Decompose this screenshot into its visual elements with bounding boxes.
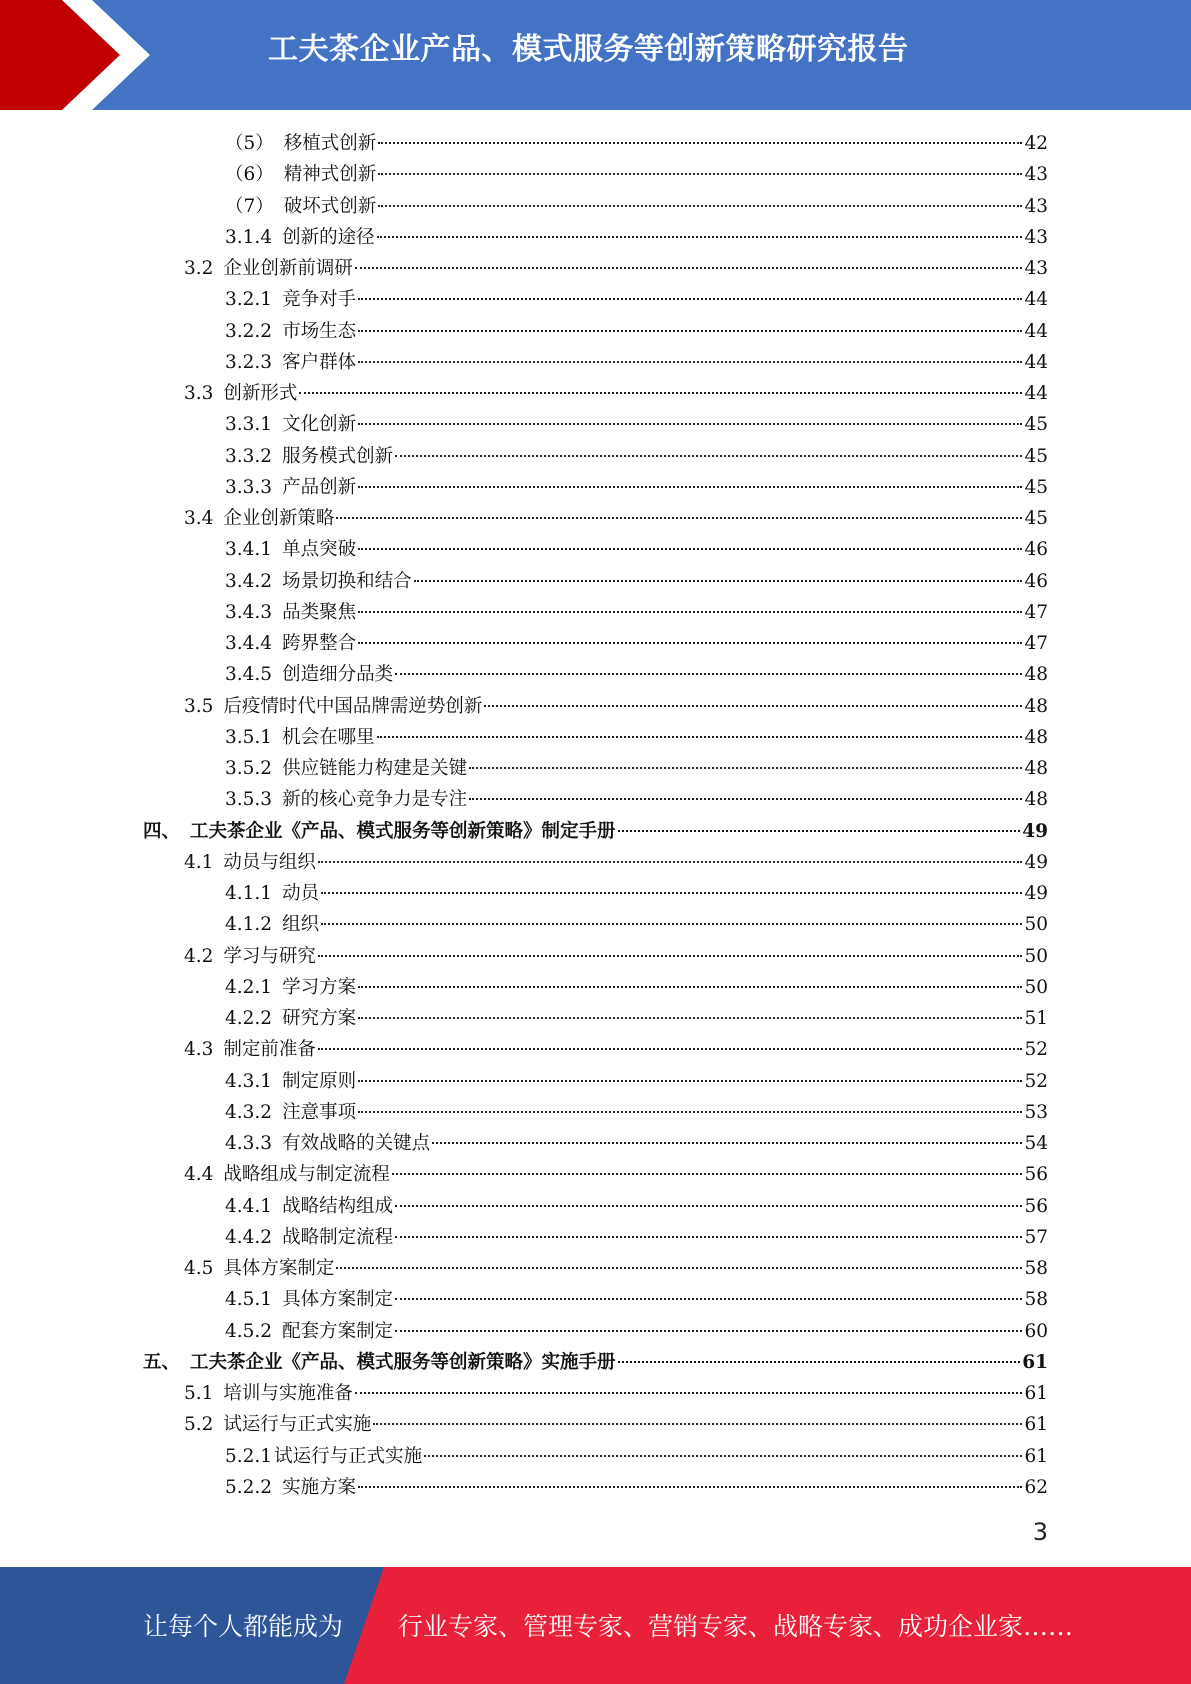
toc-entry-number: 3.2.3 bbox=[225, 351, 273, 373]
toc-entry-number: （7） bbox=[225, 195, 274, 217]
toc-entry-number: 4.4.1 bbox=[225, 1195, 273, 1217]
toc-entry-number: 4.3 bbox=[184, 1039, 214, 1061]
footer-slogan-right: 行业专家、管理专家、营销专家、战略专家、成功企业家…… bbox=[398, 1612, 1074, 1641]
toc-entry-title: 客户群体 bbox=[282, 351, 357, 373]
toc-entry-title: 移植式创新 bbox=[283, 133, 377, 154]
toc-dot-leader bbox=[395, 1205, 1022, 1207]
toc-entry[interactable] bbox=[0, 1003, 1048, 1034]
footer-slogan-left: 让每个人都能成为 bbox=[143, 1612, 344, 1641]
toc-dot-leader bbox=[392, 1173, 1023, 1175]
page-footer bbox=[0, 1567, 1191, 1684]
toc-dot-leader bbox=[377, 236, 1023, 238]
toc-entry-page: 46 bbox=[1024, 570, 1048, 592]
toc-entry-title: 企业创新策略 bbox=[223, 508, 335, 529]
toc-entry-page: 56 bbox=[1024, 1195, 1048, 1217]
toc-entry-page: 50 bbox=[1024, 945, 1048, 967]
toc-entry-number: 四、 bbox=[143, 820, 181, 842]
toc-entry[interactable] bbox=[0, 691, 1048, 722]
toc-entry-title: 制定前准备 bbox=[223, 1039, 316, 1061]
toc-dot-leader bbox=[358, 548, 1022, 550]
toc-entry-title: 创造细分品类 bbox=[282, 664, 394, 686]
toc-entry[interactable] bbox=[0, 1128, 1048, 1159]
toc-dot-leader bbox=[378, 142, 1022, 144]
toc-entry-title: 创新的途径 bbox=[282, 226, 375, 248]
toc-entry-page: 62 bbox=[1024, 1476, 1048, 1498]
toc-entry-title: 具体方案制定 bbox=[223, 1258, 335, 1279]
toc-dot-leader bbox=[358, 986, 1022, 988]
toc-entry[interactable] bbox=[0, 378, 1048, 409]
toc-entry-title: 产品创新 bbox=[282, 476, 357, 498]
toc-dot-leader bbox=[336, 517, 1022, 519]
toc-entry-title: 市场生态 bbox=[282, 320, 357, 342]
toc-entry-number: 3.5 bbox=[184, 695, 214, 717]
toc-entry-number: （5） bbox=[225, 133, 274, 154]
toc-entry-number: 4.1.2 bbox=[225, 914, 273, 936]
toc-entry[interactable] bbox=[0, 347, 1048, 378]
toc-entry-page: 45 bbox=[1024, 414, 1048, 436]
toc-entry-title: 配套方案制定 bbox=[282, 1320, 394, 1342]
toc-dot-leader bbox=[378, 205, 1022, 207]
toc-entry[interactable] bbox=[0, 1316, 1048, 1347]
toc-dot-leader bbox=[373, 1423, 1022, 1425]
toc-entry-page: 52 bbox=[1024, 1070, 1048, 1092]
toc-entry[interactable] bbox=[0, 1253, 1048, 1284]
toc-entry-number: 3.2.2 bbox=[225, 320, 273, 342]
toc-entry-page: 45 bbox=[1024, 445, 1048, 467]
toc-entry-title: 企业创新前调研 bbox=[223, 258, 353, 279]
toc-entry-number: 3.4.5 bbox=[225, 664, 273, 686]
toc-entry[interactable] bbox=[0, 409, 1048, 440]
toc-entry-page: 43 bbox=[1024, 258, 1048, 279]
toc-entry-number: 5.2.2 bbox=[225, 1476, 273, 1498]
toc-entry-number: 4.5.2 bbox=[225, 1320, 273, 1342]
toc-entry-number: 3.4 bbox=[184, 508, 214, 529]
toc-entry-number: 4.4.2 bbox=[225, 1226, 273, 1248]
toc-entry[interactable] bbox=[0, 941, 1048, 972]
toc-entry-page: 54 bbox=[1024, 1133, 1048, 1154]
toc-entry-title: 注意事项 bbox=[282, 1101, 357, 1123]
toc-entry-title: 动员与组织 bbox=[223, 851, 316, 873]
toc-entry-number: 3.4.1 bbox=[225, 539, 273, 561]
toc-dot-leader bbox=[377, 736, 1023, 738]
toc-entry-page: 43 bbox=[1024, 226, 1048, 248]
toc-entry-title: 学习与研究 bbox=[223, 945, 316, 967]
toc-dot-leader bbox=[358, 1017, 1022, 1019]
toc-dot-leader bbox=[355, 267, 1023, 269]
toc-entry[interactable] bbox=[0, 472, 1048, 503]
toc-entry[interactable] bbox=[0, 597, 1048, 628]
toc-entry-title: 品类聚焦 bbox=[282, 601, 357, 623]
toc-dot-leader bbox=[432, 1142, 1022, 1144]
toc-entry-title: 供应链能力构建是关键 bbox=[282, 758, 468, 779]
toc-entry-page: 46 bbox=[1024, 539, 1048, 561]
toc-entry-page: 42 bbox=[1024, 133, 1048, 154]
toc-entry[interactable] bbox=[0, 316, 1048, 347]
toc-entry-title: 战略结构组成 bbox=[282, 1195, 394, 1217]
page-number: 3 bbox=[1032, 1518, 1048, 1546]
toc-entry-page: 48 bbox=[1024, 789, 1048, 811]
toc-entry-number: 4.1 bbox=[184, 851, 214, 873]
toc-entry-number: 3.3 bbox=[184, 383, 214, 404]
toc-entry[interactable] bbox=[0, 1159, 1048, 1190]
toc-entry-title: 破坏式创新 bbox=[283, 195, 377, 217]
toc-entry-page: 47 bbox=[1024, 633, 1048, 654]
toc-dot-leader bbox=[321, 923, 1022, 925]
toc-entry-page: 45 bbox=[1024, 508, 1048, 529]
toc-entry-number: 4.4 bbox=[184, 1164, 214, 1186]
toc-entry-number: 4.5.1 bbox=[225, 1289, 273, 1311]
toc-entry[interactable] bbox=[0, 1409, 1048, 1440]
toc-entry-number: 3.4.2 bbox=[225, 570, 273, 592]
toc-entry-page: 44 bbox=[1024, 320, 1048, 342]
toc-entry-title: 试运行与正式实施 bbox=[274, 1445, 423, 1467]
toc-entry-number: 5.2 bbox=[184, 1414, 214, 1436]
toc-entry[interactable] bbox=[0, 784, 1048, 815]
toc-entry-number: 4.2 bbox=[184, 945, 214, 967]
toc-entry-title: 学习方案 bbox=[282, 976, 357, 998]
toc-entry-title: 创新形式 bbox=[223, 383, 298, 404]
toc-entry[interactable] bbox=[0, 1097, 1048, 1128]
toc-entry-title: 有效战略的关键点 bbox=[282, 1133, 431, 1154]
toc-entry-page: 49 bbox=[1022, 820, 1048, 842]
toc-entry-page: 52 bbox=[1024, 1039, 1048, 1061]
toc-entry[interactable] bbox=[0, 816, 1048, 847]
toc-entry-number: 3.3.2 bbox=[225, 445, 273, 467]
toc-entry[interactable] bbox=[0, 847, 1048, 878]
toc-entry-number: 3.4.4 bbox=[225, 633, 273, 654]
toc-dot-leader bbox=[358, 642, 1022, 644]
toc-entry-number: 3.3.3 bbox=[225, 476, 273, 498]
toc-entry-title: 战略制定流程 bbox=[282, 1226, 394, 1248]
toc-dot-leader bbox=[318, 955, 1023, 957]
toc-entry-title: 研究方案 bbox=[282, 1008, 357, 1029]
toc-entry-page: 48 bbox=[1024, 758, 1048, 779]
toc-entry-number: 3.5.3 bbox=[225, 789, 273, 811]
toc-entry-title: 竞争对手 bbox=[282, 289, 357, 311]
toc-dot-leader bbox=[395, 673, 1022, 675]
toc-entry-page: 61 bbox=[1024, 1445, 1048, 1467]
toc-entry[interactable] bbox=[0, 972, 1048, 1003]
toc-entry-page: 44 bbox=[1024, 383, 1048, 404]
toc-dot-leader bbox=[618, 1361, 1021, 1363]
toc-dot-leader bbox=[321, 892, 1022, 894]
toc-entry-title: 文化创新 bbox=[282, 414, 357, 436]
toc-entry-title: 实施方案 bbox=[282, 1476, 357, 1498]
toc-dot-leader bbox=[469, 767, 1022, 769]
toc-entry-number: 4.5 bbox=[184, 1258, 214, 1279]
toc-dot-leader bbox=[358, 298, 1022, 300]
page-header bbox=[0, 0, 1191, 110]
toc-dot-leader bbox=[358, 361, 1022, 363]
toc-entry-page: 57 bbox=[1024, 1226, 1048, 1248]
toc-entry[interactable] bbox=[0, 503, 1048, 534]
toc-dot-leader bbox=[395, 1236, 1022, 1238]
toc-entry-number: 3.3.1 bbox=[225, 414, 273, 436]
toc-entry-title: 具体方案制定 bbox=[282, 1289, 394, 1311]
toc-entry[interactable] bbox=[0, 159, 1048, 190]
toc-entry[interactable] bbox=[0, 1191, 1048, 1222]
toc-dot-leader bbox=[358, 330, 1022, 332]
toc-dot-leader bbox=[358, 1486, 1022, 1488]
toc-entry[interactable] bbox=[0, 1284, 1048, 1315]
toc-entry[interactable] bbox=[0, 1066, 1048, 1097]
toc-entry[interactable] bbox=[0, 1034, 1048, 1065]
toc-entry-page: 48 bbox=[1024, 695, 1048, 717]
toc-entry-title: 工夫茶企业《产品、模式服务等创新策略》制定手册 bbox=[190, 820, 616, 842]
toc-dot-leader bbox=[318, 861, 1023, 863]
toc-dot-leader bbox=[358, 1080, 1022, 1082]
toc-entry[interactable] bbox=[0, 628, 1048, 659]
toc-entry[interactable] bbox=[0, 284, 1048, 315]
toc-dot-leader bbox=[414, 580, 1023, 582]
toc-entry[interactable] bbox=[0, 722, 1048, 753]
toc-entry-number: 3.2.1 bbox=[225, 289, 273, 311]
toc-dot-leader bbox=[484, 705, 1022, 707]
toc-entry-page: 47 bbox=[1024, 601, 1048, 623]
toc-entry-number: 4.3.3 bbox=[225, 1133, 273, 1154]
toc-entry-page: 50 bbox=[1024, 976, 1048, 998]
toc-entry-page: 58 bbox=[1024, 1258, 1048, 1279]
toc-entry-title: 战略组成与制定流程 bbox=[223, 1164, 390, 1186]
toc-entry-page: 45 bbox=[1024, 476, 1048, 498]
toc-entry-title: 培训与实施准备 bbox=[223, 1383, 353, 1404]
toc-entry-title: 动员 bbox=[282, 883, 320, 904]
toc-dot-leader bbox=[378, 173, 1022, 175]
toc-entry-page: 61 bbox=[1024, 1383, 1048, 1404]
toc-entry-title: 制定原则 bbox=[282, 1070, 357, 1092]
toc-dot-leader bbox=[355, 1392, 1023, 1394]
toc-entry-page: 49 bbox=[1024, 883, 1048, 904]
toc-entry-number: （6） bbox=[225, 164, 274, 186]
toc-dot-leader bbox=[395, 455, 1022, 457]
toc-entry-number: 5.2.1 bbox=[225, 1445, 273, 1467]
toc-entry[interactable] bbox=[0, 1347, 1048, 1378]
toc-dot-leader bbox=[358, 486, 1022, 488]
toc-entry-page: 58 bbox=[1024, 1289, 1048, 1311]
toc-entry-page: 50 bbox=[1024, 914, 1048, 936]
toc-entry-page: 48 bbox=[1024, 664, 1048, 686]
toc-entry[interactable] bbox=[0, 534, 1048, 565]
toc-entry[interactable] bbox=[0, 128, 1048, 159]
toc-entry-number: 3.2 bbox=[184, 258, 214, 279]
toc-entry-title: 试运行与正式实施 bbox=[223, 1414, 372, 1436]
toc-entry-title: 组织 bbox=[282, 914, 320, 936]
toc-entry[interactable] bbox=[0, 222, 1048, 253]
toc-entry-page: 48 bbox=[1024, 726, 1048, 748]
toc-entry-number: 5.1 bbox=[184, 1383, 214, 1404]
toc-entry-page: 61 bbox=[1024, 1414, 1048, 1436]
toc-entry-title: 场景切换和结合 bbox=[282, 570, 412, 592]
toc-entry[interactable] bbox=[0, 909, 1048, 940]
toc-dot-leader bbox=[424, 1455, 1022, 1457]
toc-entry-title: 机会在哪里 bbox=[282, 726, 375, 748]
toc-entry-number: 4.1.1 bbox=[225, 883, 273, 904]
toc-entry[interactable] bbox=[0, 878, 1048, 909]
toc-entry[interactable] bbox=[0, 1378, 1048, 1409]
toc-entry[interactable] bbox=[0, 566, 1048, 597]
toc-dot-leader bbox=[336, 1267, 1022, 1269]
toc-entry-title: 单点突破 bbox=[282, 539, 357, 561]
toc-dot-leader bbox=[358, 1111, 1022, 1113]
toc-entry[interactable] bbox=[0, 191, 1048, 222]
toc-entry[interactable] bbox=[0, 1222, 1048, 1253]
toc-entry-page: 49 bbox=[1024, 851, 1048, 873]
toc-entry-page: 56 bbox=[1024, 1164, 1048, 1186]
toc-entry-number: 4.2.2 bbox=[225, 1008, 273, 1029]
toc-entry-page: 60 bbox=[1024, 1320, 1048, 1342]
toc-entry-number: 3.4.3 bbox=[225, 601, 273, 623]
toc-entry-page: 51 bbox=[1024, 1008, 1048, 1029]
toc-dot-leader bbox=[358, 423, 1022, 425]
toc-entry[interactable] bbox=[0, 253, 1048, 284]
report-title: 工夫茶企业产品、模式服务等创新策略研究报告 bbox=[268, 32, 909, 67]
toc-entry[interactable] bbox=[0, 753, 1048, 784]
toc-entry[interactable] bbox=[0, 1472, 1048, 1503]
toc-dot-leader bbox=[358, 611, 1022, 613]
toc-entry-page: 61 bbox=[1022, 1351, 1048, 1373]
toc-entry-title: 后疫情时代中国品牌需逆势创新 bbox=[223, 695, 483, 717]
toc-dot-leader bbox=[299, 392, 1022, 394]
toc-entry-page: 44 bbox=[1024, 289, 1048, 311]
toc-dot-leader bbox=[395, 1330, 1022, 1332]
toc-entry-number: 3.1.4 bbox=[225, 226, 273, 248]
toc-entry-page: 53 bbox=[1024, 1101, 1048, 1123]
toc-entry-page: 43 bbox=[1024, 164, 1048, 186]
toc-entry-number: 五、 bbox=[143, 1351, 181, 1373]
toc-dot-leader bbox=[318, 1048, 1023, 1050]
toc-entry-number: 3.5.2 bbox=[225, 758, 273, 779]
toc-entry[interactable] bbox=[0, 441, 1048, 472]
toc-entry-title: 新的核心竞争力是专注 bbox=[282, 789, 468, 811]
toc-entry-title: 工夫茶企业《产品、模式服务等创新策略》实施手册 bbox=[190, 1351, 616, 1373]
toc-entry-number: 4.2.1 bbox=[225, 976, 273, 998]
toc-entry[interactable] bbox=[0, 1441, 1048, 1472]
toc-entry-title: 服务模式创新 bbox=[282, 445, 394, 467]
toc-entry-title: 跨界整合 bbox=[282, 633, 357, 654]
toc-entry-number: 3.5.1 bbox=[225, 726, 273, 748]
toc-dot-leader bbox=[618, 830, 1021, 832]
toc-entry-title: 精神式创新 bbox=[283, 164, 377, 186]
toc-dot-leader bbox=[469, 798, 1022, 800]
toc-entry-number: 4.3.2 bbox=[225, 1101, 273, 1123]
toc-entry-page: 43 bbox=[1024, 195, 1048, 217]
toc-entry[interactable] bbox=[0, 659, 1048, 690]
toc-dot-leader bbox=[395, 1298, 1022, 1300]
toc-entry-page: 44 bbox=[1024, 351, 1048, 373]
toc-entry-number: 4.3.1 bbox=[225, 1070, 273, 1092]
